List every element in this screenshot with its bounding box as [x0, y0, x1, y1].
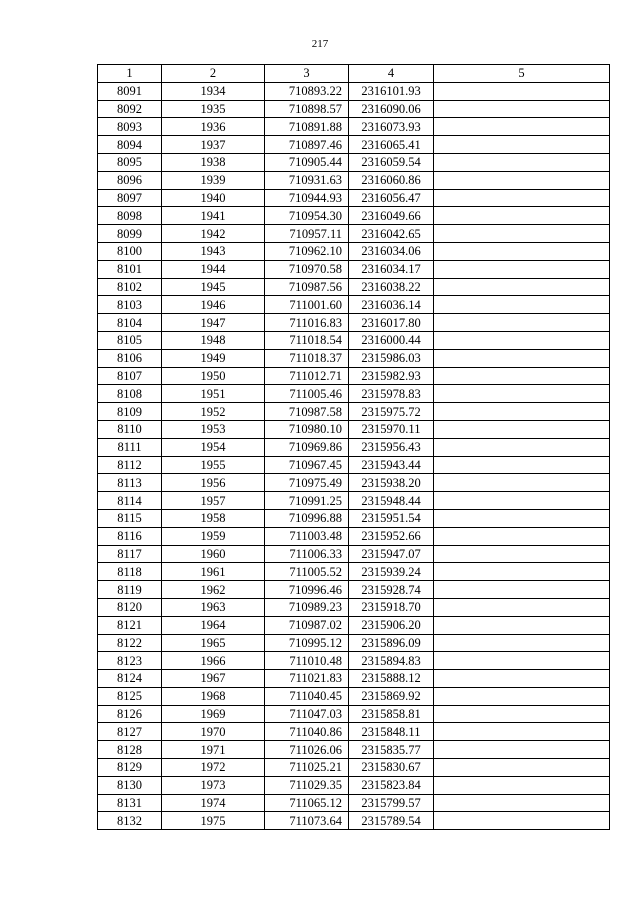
- point-number-cell: 8115: [98, 509, 162, 527]
- reference-number-cell: 1968: [162, 687, 265, 705]
- y-coordinate-cell: 2316034.06: [349, 242, 434, 260]
- note-cell: [434, 260, 610, 278]
- table-row: [98, 759, 610, 777]
- y-coordinate-cell: 2315888.12: [349, 670, 434, 688]
- x-coordinate-cell: 710967.45: [265, 456, 349, 474]
- table-row: [98, 136, 610, 154]
- y-coordinate-cell: 2316038.22: [349, 278, 434, 296]
- x-coordinate-cell: 710897.46: [265, 136, 349, 154]
- y-coordinate-cell: 2315982.93: [349, 367, 434, 385]
- point-number-cell: 8114: [98, 492, 162, 510]
- y-coordinate-cell: 2315978.83: [349, 385, 434, 403]
- note-cell: [434, 509, 610, 527]
- y-coordinate-cell: 2315835.77: [349, 741, 434, 759]
- x-coordinate-cell: 710987.58: [265, 403, 349, 421]
- point-number-cell: 8116: [98, 527, 162, 545]
- x-coordinate-cell: 710975.49: [265, 474, 349, 492]
- table-row: [98, 314, 610, 332]
- x-coordinate-cell: 711018.54: [265, 331, 349, 349]
- note-cell: [434, 82, 610, 100]
- reference-number-cell: 1963: [162, 598, 265, 616]
- reference-number-cell: 1953: [162, 420, 265, 438]
- reference-number-cell: 1958: [162, 509, 265, 527]
- note-cell: [434, 741, 610, 759]
- reference-number-cell: 1957: [162, 492, 265, 510]
- table-row: [98, 598, 610, 616]
- point-number-cell: 8100: [98, 242, 162, 260]
- x-coordinate-cell: 710962.10: [265, 242, 349, 260]
- note-cell: [434, 474, 610, 492]
- table-row: [98, 563, 610, 581]
- point-number-cell: 8109: [98, 403, 162, 421]
- reference-number-cell: 1960: [162, 545, 265, 563]
- x-coordinate-cell: 711029.35: [265, 776, 349, 794]
- point-number-cell: 8092: [98, 100, 162, 118]
- note-cell: [434, 385, 610, 403]
- reference-number-cell: 1954: [162, 438, 265, 456]
- note-cell: [434, 100, 610, 118]
- reference-number-cell: 1950: [162, 367, 265, 385]
- note-cell: [434, 670, 610, 688]
- point-number-cell: 8106: [98, 349, 162, 367]
- x-coordinate-cell: 710980.10: [265, 420, 349, 438]
- table-row: [98, 723, 610, 741]
- note-cell: [434, 314, 610, 332]
- note-cell: [434, 794, 610, 812]
- note-cell: [434, 616, 610, 634]
- reference-number-cell: 1964: [162, 616, 265, 634]
- x-coordinate-cell: 711025.21: [265, 759, 349, 777]
- reference-number-cell: 1956: [162, 474, 265, 492]
- x-coordinate-cell: 711005.52: [265, 563, 349, 581]
- point-number-cell: 8093: [98, 118, 162, 136]
- reference-number-cell: 1949: [162, 349, 265, 367]
- x-coordinate-cell: 710996.46: [265, 581, 349, 599]
- note-cell: [434, 171, 610, 189]
- table-row: [98, 207, 610, 225]
- table-row: [98, 812, 610, 830]
- table-row: [98, 189, 610, 207]
- y-coordinate-cell: 2315970.11: [349, 420, 434, 438]
- note-cell: [434, 153, 610, 171]
- y-coordinate-cell: 2315848.11: [349, 723, 434, 741]
- note-cell: [434, 456, 610, 474]
- x-coordinate-cell: 711065.12: [265, 794, 349, 812]
- point-number-cell: 8101: [98, 260, 162, 278]
- table-row: [98, 100, 610, 118]
- note-cell: [434, 527, 610, 545]
- point-number-cell: 8126: [98, 705, 162, 723]
- table-row: [98, 776, 610, 794]
- reference-number-cell: 1943: [162, 242, 265, 260]
- table-row: [98, 509, 610, 527]
- coordinates-table: [97, 64, 610, 830]
- table-row: [98, 492, 610, 510]
- y-coordinate-cell: 2315975.72: [349, 403, 434, 421]
- y-coordinate-cell: 2315986.03: [349, 349, 434, 367]
- x-coordinate-cell: 710991.25: [265, 492, 349, 510]
- reference-number-cell: 1961: [162, 563, 265, 581]
- y-coordinate-cell: 2316036.14: [349, 296, 434, 314]
- reference-number-cell: 1973: [162, 776, 265, 794]
- y-coordinate-cell: 2316060.86: [349, 171, 434, 189]
- table-row: [98, 705, 610, 723]
- x-coordinate-cell: 711001.60: [265, 296, 349, 314]
- table-row: [98, 581, 610, 599]
- y-coordinate-cell: 2315952.66: [349, 527, 434, 545]
- y-coordinate-cell: 2316042.65: [349, 225, 434, 243]
- y-coordinate-cell: 2316059.54: [349, 153, 434, 171]
- point-number-cell: 8129: [98, 759, 162, 777]
- note-cell: [434, 189, 610, 207]
- note-cell: [434, 349, 610, 367]
- reference-number-cell: 1970: [162, 723, 265, 741]
- table-row: [98, 296, 610, 314]
- point-number-cell: 8130: [98, 776, 162, 794]
- x-coordinate-cell: 711018.37: [265, 349, 349, 367]
- note-cell: [434, 723, 610, 741]
- reference-number-cell: 1947: [162, 314, 265, 332]
- reference-number-cell: 1955: [162, 456, 265, 474]
- point-number-cell: 8094: [98, 136, 162, 154]
- point-number-cell: 8098: [98, 207, 162, 225]
- x-coordinate-cell: 710931.63: [265, 171, 349, 189]
- y-coordinate-cell: 2315823.84: [349, 776, 434, 794]
- reference-number-cell: 1934: [162, 82, 265, 100]
- table-row: [98, 278, 610, 296]
- x-coordinate-cell: 710954.30: [265, 207, 349, 225]
- y-coordinate-cell: 2316000.44: [349, 331, 434, 349]
- point-number-cell: 8125: [98, 687, 162, 705]
- y-coordinate-cell: 2316065.41: [349, 136, 434, 154]
- y-coordinate-cell: 2315947.07: [349, 545, 434, 563]
- point-number-cell: 8112: [98, 456, 162, 474]
- table-row: [98, 670, 610, 688]
- y-coordinate-cell: 2315789.54: [349, 812, 434, 830]
- table-row: [98, 687, 610, 705]
- reference-number-cell: 1939: [162, 171, 265, 189]
- x-coordinate-cell: 710898.57: [265, 100, 349, 118]
- table-row: [98, 171, 610, 189]
- point-number-cell: 8105: [98, 331, 162, 349]
- table-row: [98, 225, 610, 243]
- reference-number-cell: 1966: [162, 652, 265, 670]
- note-cell: [434, 403, 610, 421]
- x-coordinate-cell: 710944.93: [265, 189, 349, 207]
- point-number-cell: 8127: [98, 723, 162, 741]
- point-number-cell: 8096: [98, 171, 162, 189]
- note-cell: [434, 545, 610, 563]
- table-row: [98, 438, 610, 456]
- table-row: [98, 456, 610, 474]
- x-coordinate-cell: 711026.06: [265, 741, 349, 759]
- reference-number-cell: 1952: [162, 403, 265, 421]
- point-number-cell: 8120: [98, 598, 162, 616]
- y-coordinate-cell: 2316056.47: [349, 189, 434, 207]
- reference-number-cell: 1935: [162, 100, 265, 118]
- note-cell: [434, 331, 610, 349]
- point-number-cell: 8103: [98, 296, 162, 314]
- y-coordinate-cell: 2316049.66: [349, 207, 434, 225]
- x-coordinate-cell: 711021.83: [265, 670, 349, 688]
- y-coordinate-cell: 2315956.43: [349, 438, 434, 456]
- table-row: [98, 82, 610, 100]
- point-number-cell: 8107: [98, 367, 162, 385]
- reference-number-cell: 1937: [162, 136, 265, 154]
- x-coordinate-cell: 710996.88: [265, 509, 349, 527]
- point-number-cell: 8104: [98, 314, 162, 332]
- reference-number-cell: 1971: [162, 741, 265, 759]
- note-cell: [434, 563, 610, 581]
- y-coordinate-cell: 2316017.80: [349, 314, 434, 332]
- note-cell: [434, 581, 610, 599]
- point-number-cell: 8121: [98, 616, 162, 634]
- column-header-3: 3: [265, 65, 349, 83]
- note-cell: [434, 118, 610, 136]
- reference-number-cell: 1972: [162, 759, 265, 777]
- note-cell: [434, 278, 610, 296]
- point-number-cell: 8123: [98, 652, 162, 670]
- y-coordinate-cell: 2315943.44: [349, 456, 434, 474]
- table-row: [98, 153, 610, 171]
- x-coordinate-cell: 711016.83: [265, 314, 349, 332]
- x-coordinate-cell: 711005.46: [265, 385, 349, 403]
- y-coordinate-cell: 2315906.20: [349, 616, 434, 634]
- table-row: [98, 794, 610, 812]
- x-coordinate-cell: 710905.44: [265, 153, 349, 171]
- x-coordinate-cell: 711006.33: [265, 545, 349, 563]
- y-coordinate-cell: 2316101.93: [349, 82, 434, 100]
- point-number-cell: 8122: [98, 634, 162, 652]
- reference-number-cell: 1965: [162, 634, 265, 652]
- table-row: [98, 634, 610, 652]
- point-number-cell: 8091: [98, 82, 162, 100]
- y-coordinate-cell: 2315948.44: [349, 492, 434, 510]
- point-number-cell: 8097: [98, 189, 162, 207]
- page-number: 217: [311, 38, 329, 50]
- note-cell: [434, 225, 610, 243]
- note-cell: [434, 812, 610, 830]
- y-coordinate-cell: 2316073.93: [349, 118, 434, 136]
- note-cell: [434, 759, 610, 777]
- note-cell: [434, 776, 610, 794]
- note-cell: [434, 687, 610, 705]
- x-coordinate-cell: 711012.71: [265, 367, 349, 385]
- reference-number-cell: 1974: [162, 794, 265, 812]
- column-header-5: 5: [434, 65, 610, 83]
- point-number-cell: 8119: [98, 581, 162, 599]
- y-coordinate-cell: 2315918.70: [349, 598, 434, 616]
- y-coordinate-cell: 2315896.09: [349, 634, 434, 652]
- note-cell: [434, 367, 610, 385]
- table-row: [98, 242, 610, 260]
- column-header-2: 2: [162, 65, 265, 83]
- y-coordinate-cell: 2316090.06: [349, 100, 434, 118]
- point-number-cell: 8113: [98, 474, 162, 492]
- table-row: [98, 616, 610, 634]
- note-cell: [434, 705, 610, 723]
- table-row: [98, 367, 610, 385]
- point-number-cell: 8099: [98, 225, 162, 243]
- reference-number-cell: 1969: [162, 705, 265, 723]
- y-coordinate-cell: 2315951.54: [349, 509, 434, 527]
- y-coordinate-cell: 2315939.24: [349, 563, 434, 581]
- reference-number-cell: 1975: [162, 812, 265, 830]
- point-number-cell: 8110: [98, 420, 162, 438]
- x-coordinate-cell: 710987.02: [265, 616, 349, 634]
- x-coordinate-cell: 710995.12: [265, 634, 349, 652]
- table-row: [98, 118, 610, 136]
- table-row: [98, 420, 610, 438]
- y-coordinate-cell: 2315928.74: [349, 581, 434, 599]
- reference-number-cell: 1944: [162, 260, 265, 278]
- note-cell: [434, 598, 610, 616]
- table-row: [98, 741, 610, 759]
- x-coordinate-cell: 710970.58: [265, 260, 349, 278]
- table-row: [98, 385, 610, 403]
- x-coordinate-cell: 710891.88: [265, 118, 349, 136]
- note-cell: [434, 207, 610, 225]
- y-coordinate-cell: 2315894.83: [349, 652, 434, 670]
- y-coordinate-cell: 2315799.57: [349, 794, 434, 812]
- x-coordinate-cell: 710969.86: [265, 438, 349, 456]
- note-cell: [434, 492, 610, 510]
- point-number-cell: 8124: [98, 670, 162, 688]
- point-number-cell: 8131: [98, 794, 162, 812]
- reference-number-cell: 1962: [162, 581, 265, 599]
- reference-number-cell: 1946: [162, 296, 265, 314]
- note-cell: [434, 438, 610, 456]
- reference-number-cell: 1951: [162, 385, 265, 403]
- point-number-cell: 8132: [98, 812, 162, 830]
- table-header: [98, 65, 610, 83]
- point-number-cell: 8108: [98, 385, 162, 403]
- note-cell: [434, 296, 610, 314]
- point-number-cell: 8118: [98, 563, 162, 581]
- note-cell: [434, 634, 610, 652]
- y-coordinate-cell: 2315869.92: [349, 687, 434, 705]
- table-row: [98, 349, 610, 367]
- table-row: [98, 527, 610, 545]
- header-row: [98, 65, 610, 83]
- column-header-1: 1: [98, 65, 162, 83]
- point-number-cell: 8102: [98, 278, 162, 296]
- y-coordinate-cell: 2315938.20: [349, 474, 434, 492]
- reference-number-cell: 1967: [162, 670, 265, 688]
- reference-number-cell: 1938: [162, 153, 265, 171]
- table-row: [98, 474, 610, 492]
- y-coordinate-cell: 2315858.81: [349, 705, 434, 723]
- x-coordinate-cell: 711003.48: [265, 527, 349, 545]
- reference-number-cell: 1942: [162, 225, 265, 243]
- point-number-cell: 8095: [98, 153, 162, 171]
- reference-number-cell: 1941: [162, 207, 265, 225]
- column-header-4: 4: [349, 65, 434, 83]
- table-row: [98, 403, 610, 421]
- reference-number-cell: 1936: [162, 118, 265, 136]
- table-row: [98, 545, 610, 563]
- x-coordinate-cell: 710987.56: [265, 278, 349, 296]
- reference-number-cell: 1945: [162, 278, 265, 296]
- y-coordinate-cell: 2316034.17: [349, 260, 434, 278]
- x-coordinate-cell: 711040.45: [265, 687, 349, 705]
- reference-number-cell: 1940: [162, 189, 265, 207]
- table-row: [98, 652, 610, 670]
- point-number-cell: 8117: [98, 545, 162, 563]
- table-body: [98, 82, 610, 829]
- note-cell: [434, 420, 610, 438]
- x-coordinate-cell: 711073.64: [265, 812, 349, 830]
- note-cell: [434, 136, 610, 154]
- x-coordinate-cell: 710989.23: [265, 598, 349, 616]
- y-coordinate-cell: 2315830.67: [349, 759, 434, 777]
- reference-number-cell: 1959: [162, 527, 265, 545]
- x-coordinate-cell: 711010.48: [265, 652, 349, 670]
- table-row: [98, 260, 610, 278]
- table-row: [98, 331, 610, 349]
- x-coordinate-cell: 711047.03: [265, 705, 349, 723]
- note-cell: [434, 242, 610, 260]
- point-number-cell: 8111: [98, 438, 162, 456]
- note-cell: [434, 652, 610, 670]
- point-number-cell: 8128: [98, 741, 162, 759]
- reference-number-cell: 1948: [162, 331, 265, 349]
- x-coordinate-cell: 710957.11: [265, 225, 349, 243]
- x-coordinate-cell: 711040.86: [265, 723, 349, 741]
- x-coordinate-cell: 710893.22: [265, 82, 349, 100]
